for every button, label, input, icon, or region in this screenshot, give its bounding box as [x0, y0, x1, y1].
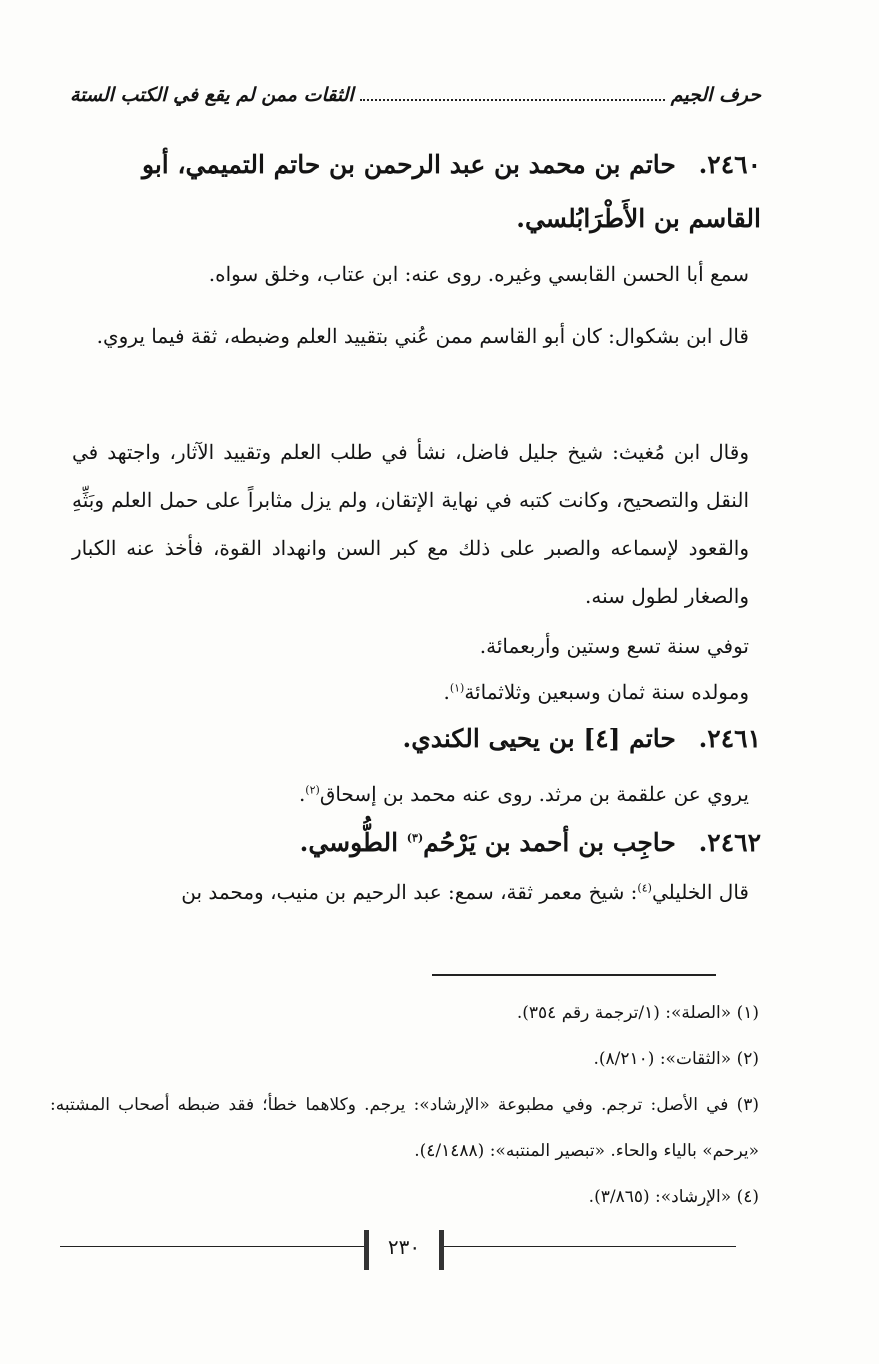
footnotes: [50, 990, 759, 1220]
paragraph-text: يروي عن علقمة بن مرثد. روى عنه محمد بن إسحاق: [319, 782, 749, 806]
entry-number: ٢٤٦١.: [698, 724, 761, 753]
chapter-name: حرف الجيم: [670, 84, 761, 106]
paragraph: [72, 312, 749, 360]
running-header: [70, 84, 761, 106]
footnote-2: (٢) «الثقات»: (٨/٢١٠).: [593, 1049, 759, 1069]
paragraph-text: ومولده سنة ثمان وسبعين وثلاثمائة: [464, 680, 749, 704]
entry-name-cont: الطُّوسي.: [299, 828, 407, 857]
entry-name: حاجِب بن أحمد بن يَرْحُم: [423, 828, 676, 857]
entry-heading-2462: [72, 816, 761, 870]
entry-name: حاتم [٤] بن يحيى الكندي.: [402, 724, 676, 753]
paragraph: [72, 626, 749, 666]
paragraph-text: قال الخليلي: [651, 880, 749, 904]
paragraph-text: توفي سنة تسع وستين وأربعمائة.: [479, 634, 749, 658]
paragraph-text: سمع أبا الحسن القابسي وغيره. روى عنه: ابن عتاب، وخلق سواه.: [208, 262, 749, 286]
page-number: ٢٣٠: [364, 1230, 444, 1270]
entry-number: ٢٤٦٠.: [698, 150, 761, 179]
paragraph: يروي عن علقمة بن مرثد. روى عنه محمد بن إسحاق$^{(٢)}$.: [298, 782, 749, 806]
footnote-marker: (٣): [406, 831, 424, 845]
footnote-marker: (٤): [637, 881, 652, 895]
footnote-divider: [432, 974, 716, 976]
entry-heading-2461: [72, 712, 761, 766]
entry-heading-2460: [72, 138, 761, 246]
dotted-leader: [360, 99, 665, 101]
footnote-4: (٤) «الإرشاد»: (٣/٨٦٥).: [588, 1187, 759, 1207]
footnote-marker: (٢): [305, 783, 320, 797]
entry-name: حاتم بن محمد بن عبد الرحمن بن حاتم التميمي، أبو القاسم بن الأَطْرَابُلسي.: [141, 150, 761, 233]
book-title: الثقات ممن لم يقع في الكتب الستة: [70, 84, 354, 106]
paragraph-text: وقال ابن مُغيث: شيخ جليل فاضل، نشأ في طلب العلم وتقييد الآثار، واجتهد في النقل والتصحيح، وكانت كتبه في نهاية الإتقان، ولم يزل مثابراً على حمل العلم وبَثِّهِ والقعود لإسماعه والصبر على ذلك مع كبر السن وانهداد القوة، فأخذ عنه الكبار والصغار لطول سنه.: [72, 440, 749, 608]
paragraph: ومولده سنة ثمان وسبعين وثلاثمائة$^{(١)}$.: [443, 680, 749, 704]
paragraph: [72, 428, 749, 620]
footnote-1: (١) «الصلة»: (١/ترجمة رقم ٣٥٤).: [516, 1003, 759, 1023]
footnote-3: (٣) في الأصل: ترجم. وفي مطبوعة «الإرشاد»: يرجم. وكلاهما خطأ؛ فقد ضبطه أصحاب المشتبه: «يرحم» بالياء والحاء. «تبصير المنتبه»: (٤/١٤٨٨).: [50, 1095, 759, 1161]
paragraph: [72, 872, 749, 912]
paragraph-text: قال ابن بشكوال: كان أبو القاسم ممن عُني بتقييد العلم وضبطه، ثقة فيما يروي.: [96, 324, 749, 348]
paragraph: [72, 254, 749, 294]
entry-number: ٢٤٦٢.: [698, 828, 761, 857]
paragraph-text: : شيخ معمر ثقة، سمع: عبد الرحيم بن منيب، ومحمد بن: [181, 880, 638, 904]
footnote-marker: (١): [449, 681, 465, 695]
